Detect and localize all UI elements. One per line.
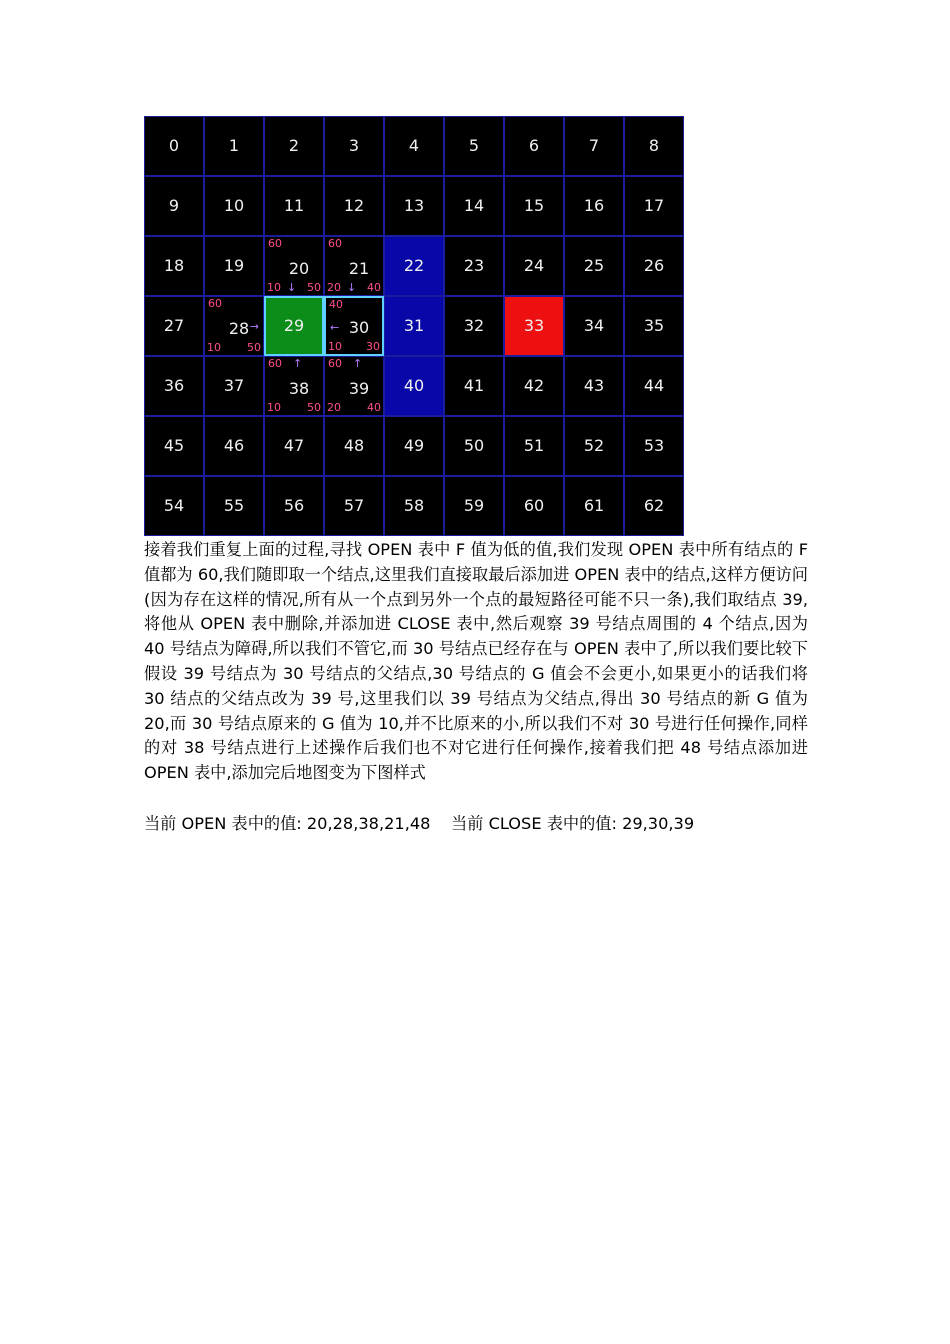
cell-number: 18 (163, 256, 185, 275)
cell-number: 11 (283, 196, 305, 215)
g-score: 10 (207, 341, 221, 354)
grid-cell-0 (144, 116, 204, 176)
cell-number: 47 (283, 436, 305, 455)
grid-cell-56 (264, 476, 324, 536)
grid-cell-62 (624, 476, 684, 536)
grid-cell-7 (564, 116, 624, 176)
grid-cell-22 (384, 236, 444, 296)
h-score: 50 (307, 401, 321, 414)
grid-cell-25 (564, 236, 624, 296)
cell-number: 50 (463, 436, 485, 455)
cell-number: 45 (163, 436, 185, 455)
grid-cell-50 (444, 416, 504, 476)
h-score: 40 (367, 281, 381, 294)
grid-cell-48 (324, 416, 384, 476)
grid-cell-57 (324, 476, 384, 536)
h-score: 50 (247, 341, 261, 354)
grid-cell-19 (204, 236, 264, 296)
cell-number: 43 (583, 376, 605, 395)
grid-cell-21 (324, 236, 384, 296)
cell-number: 13 (403, 196, 425, 215)
arrow-right-icon: → (249, 320, 259, 333)
grid-cell-29 (264, 296, 324, 356)
arrow-left-icon: ← (330, 321, 340, 334)
cell-number: 41 (463, 376, 485, 395)
grid-cell-4 (384, 116, 444, 176)
grid-cell-2 (264, 116, 324, 176)
cell-number: 56 (283, 496, 305, 515)
grid-cell-51 (504, 416, 564, 476)
arrow-down-icon: ↓ (287, 281, 297, 294)
cell-number: 40 (403, 376, 425, 395)
grid-cell-20 (264, 236, 324, 296)
cell-number: 51 (523, 436, 545, 455)
cell-number: 58 (403, 496, 425, 515)
grid-cell-36 (144, 356, 204, 416)
h-score: 40 (367, 401, 381, 414)
cell-number: 5 (468, 136, 480, 155)
grid-cell-33 (504, 296, 564, 356)
close-list-values: 29,30,39 (622, 814, 695, 833)
cell-number: 20 (288, 259, 310, 278)
f-score: 60 (268, 357, 282, 370)
cell-number: 49 (403, 436, 425, 455)
cell-number: 44 (643, 376, 665, 395)
cell-number: 2 (288, 136, 300, 155)
cell-number: 10 (223, 196, 245, 215)
arrow-up-icon: ↑ (293, 357, 303, 370)
grid-cell-45 (144, 416, 204, 476)
grid-cell-39 (324, 356, 384, 416)
grid-cell-54 (144, 476, 204, 536)
cell-number: 9 (168, 196, 180, 215)
grid-cell-60 (504, 476, 564, 536)
cell-number: 48 (343, 436, 365, 455)
grid-cell-18 (144, 236, 204, 296)
astar-grid-map (144, 116, 684, 536)
grid-cell-42 (504, 356, 564, 416)
grid-cell-37 (204, 356, 264, 416)
f-score: 60 (268, 237, 282, 250)
g-score: 10 (328, 340, 342, 353)
cell-number: 8 (648, 136, 660, 155)
cell-number: 37 (223, 376, 245, 395)
cell-number: 7 (588, 136, 600, 155)
grid-cell-30 (324, 296, 384, 356)
grid-cell-59 (444, 476, 504, 536)
grid-cell-11 (264, 176, 324, 236)
cell-number: 14 (463, 196, 485, 215)
grid-cell-23 (444, 236, 504, 296)
grid-cell-9 (144, 176, 204, 236)
cell-number: 32 (463, 316, 485, 335)
g-score: 10 (267, 401, 281, 414)
h-score: 30 (366, 340, 380, 353)
grid-cell-46 (204, 416, 264, 476)
grid-cell-3 (324, 116, 384, 176)
grid-cell-44 (624, 356, 684, 416)
grid-cell-17 (624, 176, 684, 236)
grid-cell-8 (624, 116, 684, 176)
cell-number: 0 (168, 136, 180, 155)
cell-number: 23 (463, 256, 485, 275)
cell-number: 42 (523, 376, 545, 395)
f-score: 60 (208, 297, 222, 310)
g-score: 10 (267, 281, 281, 294)
cell-number: 54 (163, 496, 185, 515)
cell-number: 6 (528, 136, 540, 155)
cell-number: 4 (408, 136, 420, 155)
cell-number: 59 (463, 496, 485, 515)
cell-number: 61 (583, 496, 605, 515)
grid-cell-53 (624, 416, 684, 476)
grid-cell-43 (564, 356, 624, 416)
grid-cell-12 (324, 176, 384, 236)
grid-cell-5 (444, 116, 504, 176)
grid-cell-15 (504, 176, 564, 236)
cell-number: 26 (643, 256, 665, 275)
cell-number: 1 (228, 136, 240, 155)
cell-number: 53 (643, 436, 665, 455)
grid-cell-32 (444, 296, 504, 356)
cell-number: 46 (223, 436, 245, 455)
f-score: 40 (329, 298, 343, 311)
grid-cell-58 (384, 476, 444, 536)
grid-cell-1 (204, 116, 264, 176)
cell-number: 25 (583, 256, 605, 275)
grid-cell-26 (624, 236, 684, 296)
cell-number: 60 (523, 496, 545, 515)
grid-cell-35 (624, 296, 684, 356)
cell-number: 31 (403, 316, 425, 335)
cell-number: 52 (583, 436, 605, 455)
cell-number: 33 (523, 316, 545, 335)
g-score: 20 (327, 281, 341, 294)
cell-number: 30 (348, 318, 370, 337)
g-score: 20 (327, 401, 341, 414)
cell-number: 27 (163, 316, 185, 335)
f-score: 60 (328, 357, 342, 370)
cell-number: 21 (348, 259, 370, 278)
cell-number: 28 (228, 319, 250, 338)
cell-number: 57 (343, 496, 365, 515)
cell-number: 12 (343, 196, 365, 215)
f-score: 60 (328, 237, 342, 250)
grid-cell-6 (504, 116, 564, 176)
explanation-paragraph: 接着我们重复上面的过程,寻找 OPEN 表中 F 值为低的值,我们发现 OPEN 表中所有结点的 F 值都为 60,我们随即取一个结点,这里我们直接取最后添加进 OPEN 表中的结点,这样方便访问(因为存在这样的情况,所有从一个点到另外一个点的最短路径可能不只一条),我们取结点 39,将他从 OPEN 表中删除,并添加进 CLOSE 表中,然后观察 39 号结点周围的 4 个结点,因为 40 号结点为障碍,所以我们不管它,而 30 号结点已经存在与 OPEN 表中了,所以我们要比较下假设 39 号结点为 30 号结点的父结点,30 号结点的 G 值会不会更小,如果更小的话我们将 30 结点的父结点改为 39 号,这里我们以 39 号结点为父结点,得出 30 号结点的新 G 值为 20,而 30 号结点原来的 G 值为 10,并不比原来的小,所以我们不对 30 号进行任何操作,同样的对 38 号结点进行上述操作后我们也不对它进行任何操作,接着我们把 48 号结点添加进 OPEN 表中,添加完后地图变为下图样式 (144, 540, 808, 783)
cell-number: 38 (288, 379, 310, 398)
h-score: 50 (307, 281, 321, 294)
cell-number: 3 (348, 136, 360, 155)
grid-cell-55 (204, 476, 264, 536)
cell-number: 24 (523, 256, 545, 275)
grid-cell-38 (264, 356, 324, 416)
cell-number: 39 (348, 379, 370, 398)
cell-number: 29 (283, 316, 305, 335)
cell-number: 34 (583, 316, 605, 335)
cell-number: 17 (643, 196, 665, 215)
cell-number: 36 (163, 376, 185, 395)
grid-cell-52 (564, 416, 624, 476)
close-list-label: 当前 CLOSE 表中的值: (451, 814, 617, 833)
grid-cell-24 (504, 236, 564, 296)
grid-cell-40 (384, 356, 444, 416)
grid-cell-34 (564, 296, 624, 356)
cell-number: 55 (223, 496, 245, 515)
grid-cell-49 (384, 416, 444, 476)
cell-number: 35 (643, 316, 665, 335)
cell-number: 22 (403, 256, 425, 275)
arrow-up-icon: ↑ (353, 357, 363, 370)
grid-cell-47 (264, 416, 324, 476)
list-status-line (144, 812, 694, 836)
grid-cell-31 (384, 296, 444, 356)
arrow-down-icon: ↓ (347, 281, 357, 294)
grid-cell-28 (204, 296, 264, 356)
grid-cell-13 (384, 176, 444, 236)
open-list-label: 当前 OPEN 表中的值: (144, 814, 302, 833)
open-list-values: 20,28,38,21,48 (306, 814, 431, 833)
grid-cell-14 (444, 176, 504, 236)
cell-number: 16 (583, 196, 605, 215)
cell-number: 19 (223, 256, 245, 275)
grid-cell-16 (564, 176, 624, 236)
grid-cell-27 (144, 296, 204, 356)
grid-cell-61 (564, 476, 624, 536)
cell-number: 15 (523, 196, 545, 215)
cell-number: 62 (643, 496, 665, 515)
grid-cell-10 (204, 176, 264, 236)
explanation-text (144, 538, 808, 786)
grid-cell-41 (444, 356, 504, 416)
